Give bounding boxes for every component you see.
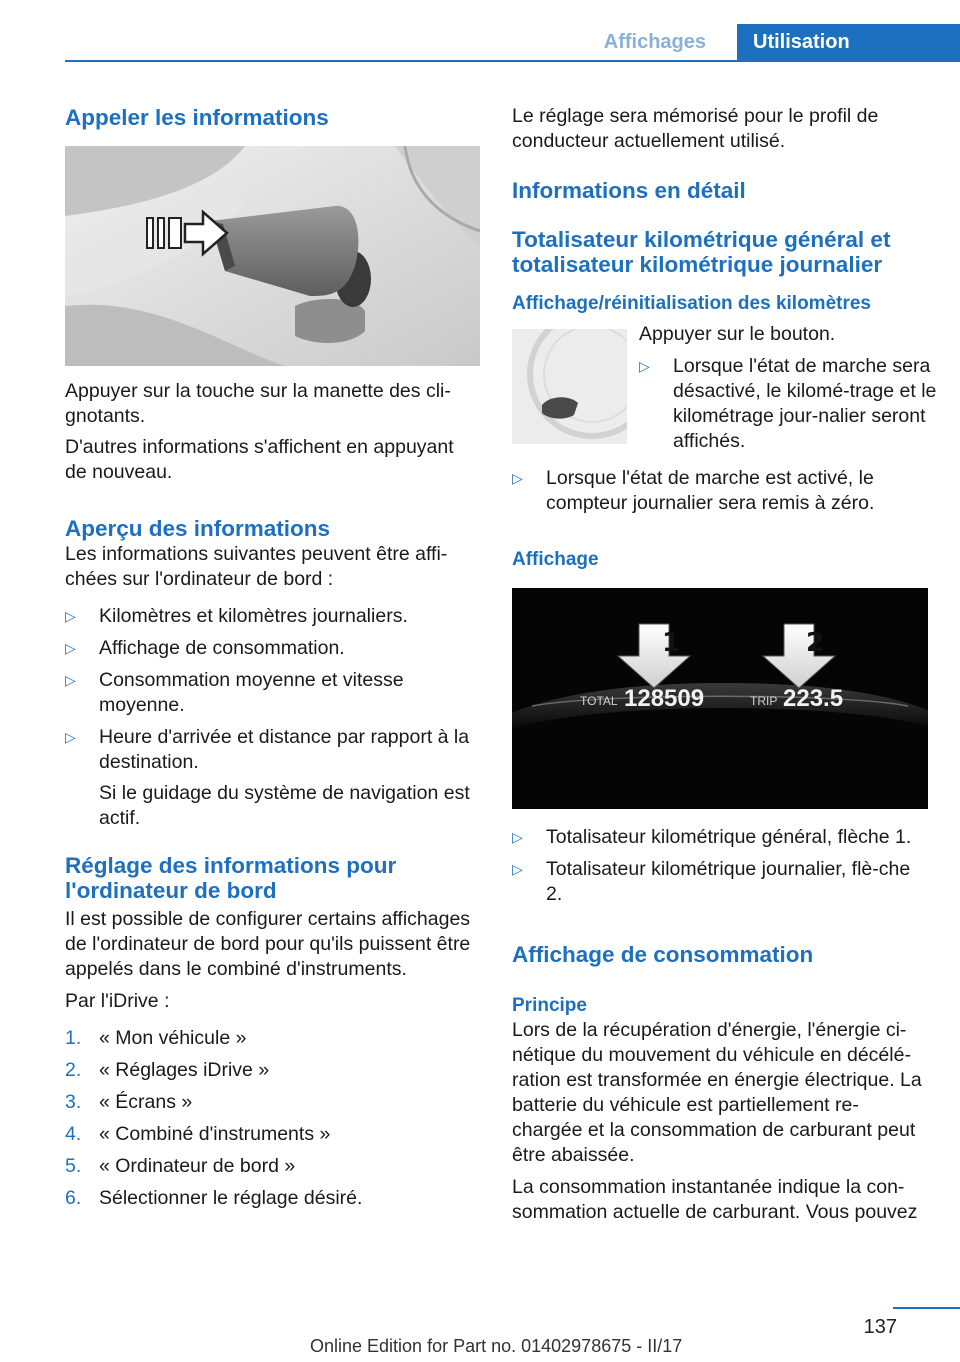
list-item: 2. « Réglages iDrive »	[65, 1059, 270, 1081]
info-list	[65, 604, 480, 831]
chapter-tab: Utilisation	[737, 24, 960, 61]
list-item: ▷ Totalisateur kilométrique journalier, flè-che 2.	[512, 858, 911, 905]
list-item: 1. « Mon véhicule »	[65, 1027, 247, 1049]
list-item: 3. « Écrans »	[65, 1091, 193, 1113]
footer-rule	[893, 1307, 960, 1309]
list-item: 6. Sélectionner le réglage désiré.	[65, 1187, 363, 1209]
heading-reglage: Réglage des informations pour l'ordinateur de bord	[65, 853, 397, 903]
total-label: TOTAL	[580, 694, 618, 708]
triangle-bullet-icon: ▷	[512, 470, 523, 486]
triangle-bullet-icon: ▷	[512, 829, 523, 845]
heading-detail: Informations en détail	[512, 178, 746, 203]
header-rule	[65, 60, 960, 62]
heading-apercu: Aperçu des informations	[65, 516, 331, 541]
para-bouton: Appuyer sur le bouton.	[639, 323, 836, 345]
triangle-bullet-icon: ▷	[512, 861, 523, 877]
para-principe: Lors de la récupération d'énergie, l'énergie ci-nétique du mouvement du véhicule en décélé-ration est transformée en énergie électrique. La batterie du véhicule est partiellement re-chargée et la consommation de carburant peut être abaissée.	[512, 1019, 922, 1166]
arrow-1-label: 1	[662, 628, 681, 658]
arrow-list	[512, 825, 927, 907]
trip-value: 223.5	[783, 685, 844, 712]
steps-list	[65, 1026, 480, 1211]
heading-totalisateur: Totalisateur kilométrique général et totalisateur kilométrique journalier	[512, 227, 891, 277]
list-item: ▷ Kilomètres et kilomètres journaliers.	[65, 605, 408, 627]
list-item: ▷ Heure d'arrivée et distance par rapport à la destination.	[65, 726, 470, 773]
arrow-2-label: 2	[806, 628, 825, 658]
bullet-note: Si le guidage du système de navigation est actif.	[99, 782, 470, 829]
triangle-bullet-icon: ▷	[65, 672, 76, 688]
list-item: 5. « Ordinateur de bord »	[65, 1155, 296, 1177]
stalk-illustration	[65, 146, 480, 366]
para-instantanee: La consommation instantanée indique la con-sommation actuelle de carburant. Vous pouvez	[512, 1176, 918, 1223]
heading-affichage-reinit: Affichage/réinitialisation des kilomètres	[512, 293, 871, 314]
para-memo: Le réglage sera mémorisé pour le profil de conducteur actuellement utilisé.	[512, 105, 879, 152]
odometer-display-image	[512, 588, 928, 809]
button-block	[512, 322, 937, 468]
triangle-bullet-icon: ▷	[65, 608, 76, 624]
button-illustration	[512, 329, 627, 444]
para-appeler-2: D'autres informations s'affichent en appuyant de nouveau.	[65, 436, 454, 483]
triangle-bullet-icon: ▷	[65, 729, 76, 745]
list-item: ▷ Totalisateur kilométrique général, flèche 1.	[512, 826, 912, 848]
triangle-bullet-icon: ▷	[65, 640, 76, 656]
list-item: ▷ Consommation moyenne et vitesse moyenne.	[65, 669, 404, 716]
list-item: ▷ Lorsque l'état de marche est activé, le compteur journalier sera remis à zéro.	[512, 467, 875, 514]
para-par-idrive: Par l'iDrive :	[65, 990, 170, 1012]
heading-appeler: Appeler les informations	[65, 105, 329, 130]
right-column	[512, 100, 937, 1225]
list-item: 4. « Combiné d'instruments »	[65, 1123, 331, 1145]
left-column	[65, 100, 480, 1211]
trip-label: TRIP	[750, 694, 778, 708]
list-item: ▷ Lorsque l'état de marche sera désactivé, le kilomé-trage et le kilométrage jour-nalier seront affichés.	[639, 355, 937, 452]
heading-consommation: Affichage de consommation	[512, 942, 814, 967]
heading-principe: Principe	[512, 995, 587, 1016]
edition-footer: Online Edition for Part no. 01402978675 - II/17	[310, 1336, 683, 1356]
heading-affichage: Affichage	[512, 549, 599, 570]
triangle-bullet-icon: ▷	[639, 358, 650, 374]
page-number: 137	[863, 1316, 897, 1338]
para-reglage: Il est possible de configurer certains affichages de l'ordinateur de bord pour qu'ils puissent être appelés dans le combiné d'instruments.	[65, 908, 471, 980]
section-tab: Affichages	[603, 31, 706, 53]
para-appeler-1: Appuyer sur la touche sur la manette des cli-gnotants.	[65, 380, 451, 427]
total-value: 128509	[624, 685, 705, 712]
para-apercu: Les informations suivantes peuvent être affi-chées sur l'ordinateur de bord :	[65, 543, 448, 590]
list-item: ▷ Affichage de consommation.	[65, 637, 345, 659]
